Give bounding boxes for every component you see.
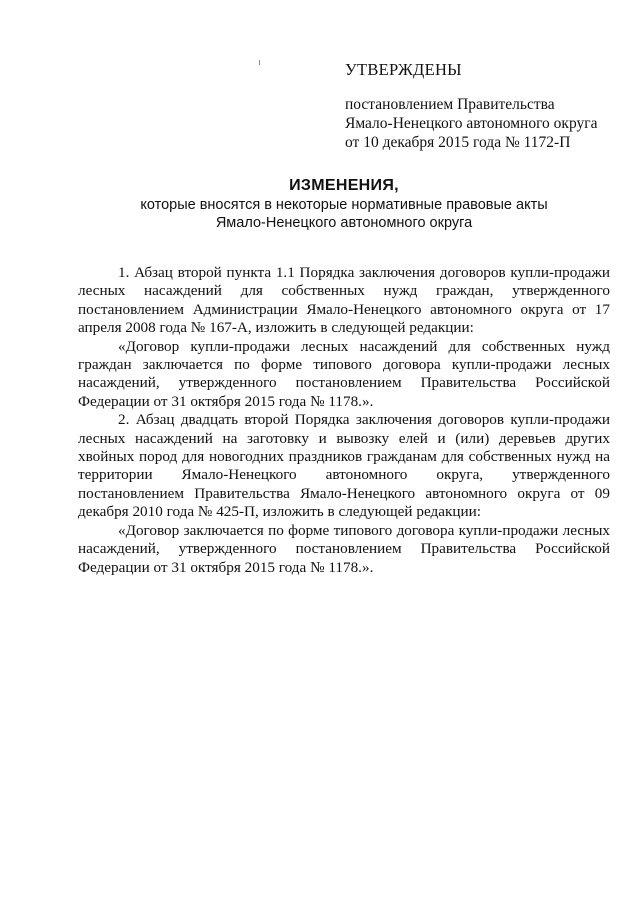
document-subtitle-line-1: которые вносятся в некоторые нормативные правовые акты [140,197,548,213]
paragraph-quote-1: «Договор купли-продажи лесных насаждений для собственных нужд граждан заключается по форме типового договора купли-продажи лесных насаждений, утвержденного постановлением Правительства Российской Федерации от 31 октября 2015 года № 1178.». [78,337,610,410]
approval-stamp [345,60,625,152]
approval-line-region: Ямало-Ненецкого автономного округа [345,115,598,132]
approval-line-date-number: от 10 декабря 2015 года № 1172-П [345,134,571,151]
scan-artifact [259,60,260,65]
document-title: ИЗМЕНЕНИЯ, [289,177,399,194]
paragraph-item-2: 2. Абзац двадцать второй Порядка заключения договоров купли-продажи лесных насаждений на заготовку и вывозку елей и (или) деревьев других хвойных пород для новогодних праздников гражданам для собственных нужд на территории Ямало-Ненецкого автономного округа, утвержденного постановлением Правительства Ямало-Ненецкого автономного округа от 09 декабря 2010 года № 425-П, изложить в следующей редакции: [78,411,610,521]
document-subtitle-line-2: Ямало-Ненецкого автономного округа [215,215,473,231]
document-body [78,264,610,577]
approval-line-authority: постановлением Правительства [345,96,555,113]
paragraph-item-1: 1. Абзац второй пункта 1.1 Порядка заключения договоров купли-продажи лесных насаждений для собственных нужд граждан, утвержденного постановлением Администрации Ямало-Ненецкого автономного округа от 17 апреля 2008 года № 167-А, изложить в следующей редакции: [78,264,610,337]
document-heading [78,176,610,232]
approval-title: УТВЕРЖДЕНЫ [345,60,462,79]
paragraph-quote-2: «Договор заключается по форме типового договора купли-продажи лесных насаждений, утвержденного постановлением Правительства Российской Федерации от 31 октября 2015 года № 1178.». [78,521,610,576]
